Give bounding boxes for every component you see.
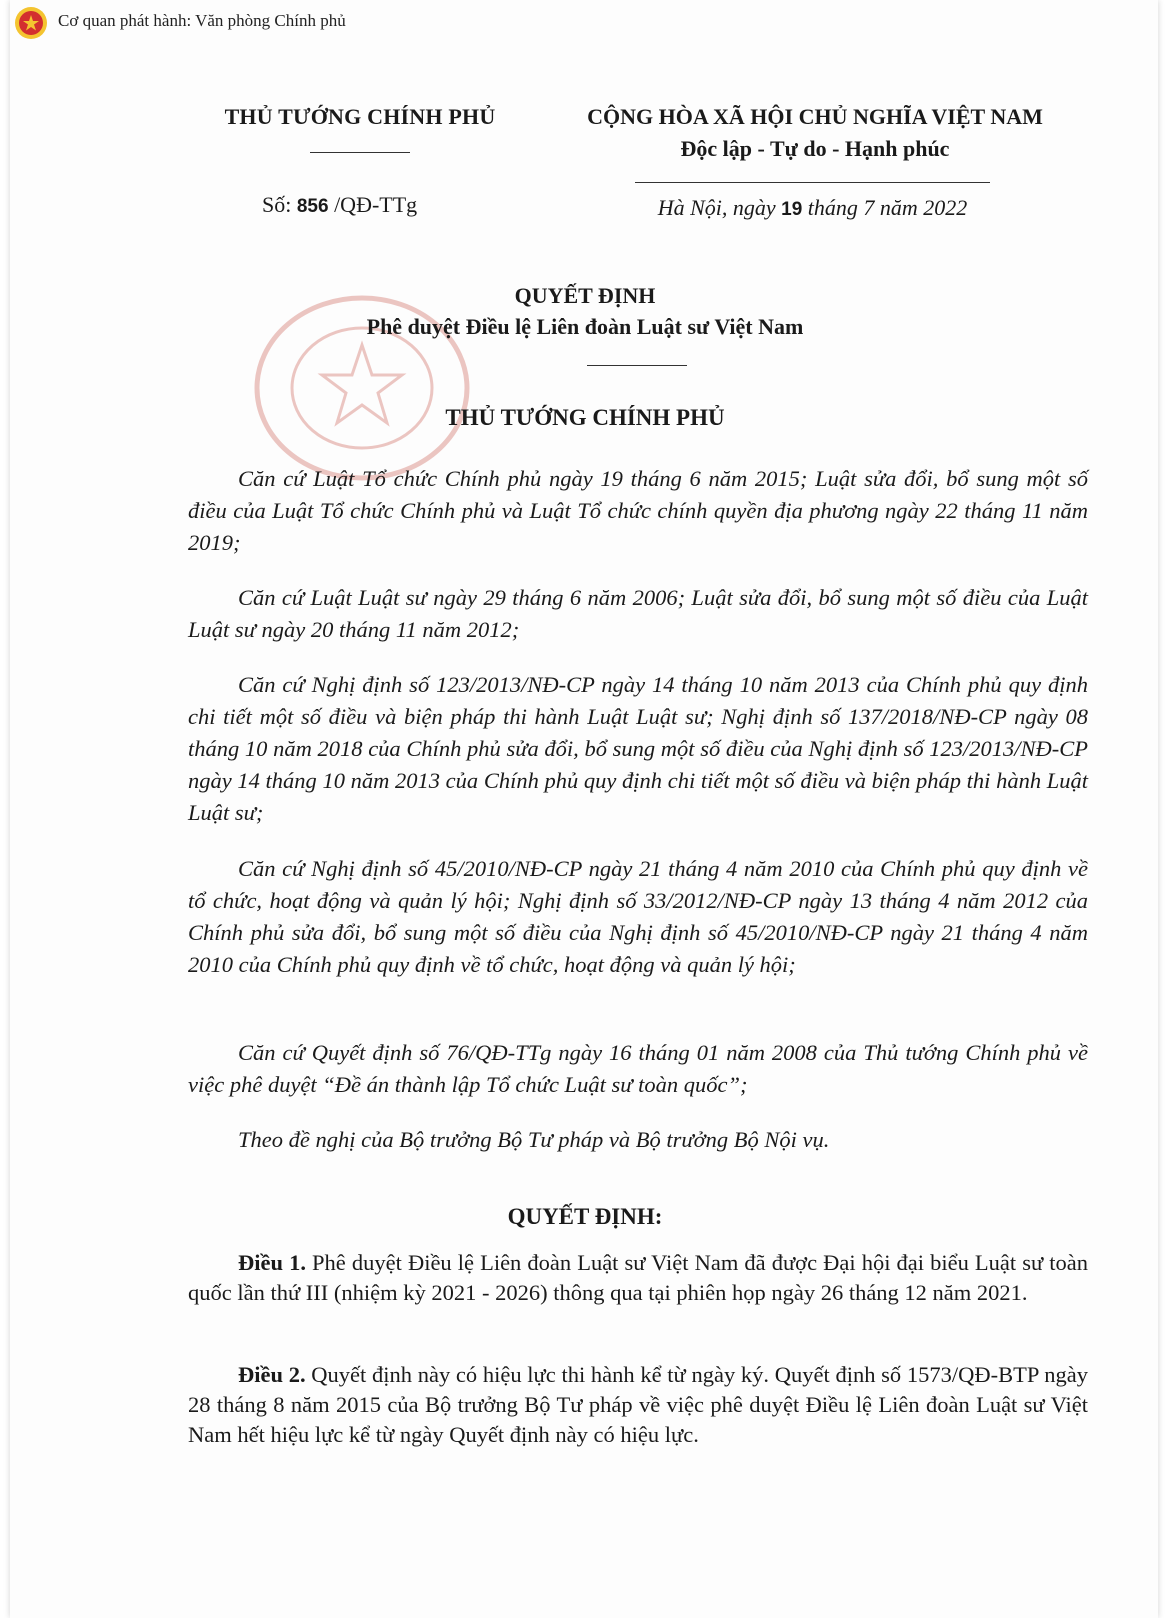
national-motto: Độc lập - Tự do - Hạnh phúc — [680, 136, 950, 161]
preamble-paragraph — [188, 1124, 1088, 1156]
date-suffix: tháng 7 năm 2022 — [807, 195, 968, 220]
decision-heading: QUYẾT ĐỊNH: — [507, 1204, 663, 1229]
agency-name: THỦ TƯỚNG CHÍNH PHỦ — [224, 104, 496, 129]
national-emblem-icon — [14, 6, 48, 40]
preamble-paragraph — [188, 1037, 1088, 1101]
document-number — [262, 192, 417, 218]
date-day: 19 — [781, 199, 803, 220]
place-and-date — [540, 195, 1085, 221]
article-1-text: Phê duyệt Điều lệ Liên đoàn Luật sư Việt Nam đã được Đại hội đại biểu Luật sư toàn quốc lần thứ III (nhiệm kỳ 2021 - 2026) thông qua tại phiên họp ngày 26 tháng 12 năm 2021. — [188, 1250, 1089, 1305]
article-2-text: Quyết định này có hiệu lực thi hành kể từ ngày ký. Quyết định số 1573/QĐ-BTP ngày 28 tháng 8 năm 2015 của Bộ trưởng Bộ Tư pháp về việc phê duyệt Điều lệ Liên đoàn Luật sư Việt Nam hết hiệu lực kể từ ngày Quyết định này có hiệu lực. — [188, 1362, 1088, 1447]
preamble-text-6: Theo đề nghị của Bộ trưởng Bộ Tư pháp và Bộ trưởng Bộ Nội vụ. — [238, 1127, 830, 1152]
article-2-label: Điều 2. — [238, 1362, 306, 1387]
motto-underline — [635, 182, 990, 183]
doc-no-prefix: Số: — [262, 192, 292, 217]
preamble-text-4: Căn cứ Nghị định số 45/2010/NĐ-CP ngày 21 tháng 4 năm 2010 của Chính phủ quy định về tổ chức, hoạt động và quản lý hội; Nghị định số 33/2012/NĐ-CP ngày 13 tháng 4 năm 2012 của Chính phủ sửa đổi, bổ sung một số điều của Nghị định số 45/2010/NĐ-CP ngày 21 tháng 4 năm 2010 của Chính phủ quy định về tổ chức, hoạt động và quản lý hội; — [188, 856, 1088, 977]
article-1 — [188, 1248, 1088, 1308]
issuer-label: Cơ quan phát hành: Văn phòng Chính phủ — [58, 11, 346, 30]
preamble-text-5: Căn cứ Quyết định số 76/QĐ-TTg ngày 16 tháng 01 năm 2008 của Thủ tướng Chính phủ về việc phê duyệt “Đề án thành lập Tổ chức Luật sư toàn quốc”; — [188, 1040, 1088, 1097]
preamble-text-1: Căn cứ Luật Tổ chức Chính phủ ngày 19 tháng 6 năm 2015; Luật sửa đổi, bổ sung một số điều của Luật Tổ chức Chính phủ và Luật Tổ chức chính quyền địa phương ngày 22 tháng 11 năm 2019; — [188, 466, 1088, 555]
agency-underline — [310, 152, 410, 153]
article-1-label: Điều 1. — [238, 1250, 306, 1275]
country-name: CỘNG HÒA XÃ HỘI CHỦ NGHĨA VIỆT NAM — [587, 104, 1043, 129]
document-type: QUYẾT ĐỊNH — [514, 283, 656, 308]
issuing-authority: THỦ TƯỚNG CHÍNH PHỦ — [445, 405, 725, 430]
preamble-paragraph — [188, 582, 1088, 646]
preamble-text-2: Căn cứ Luật Luật sư ngày 29 tháng 6 năm 2006; Luật sửa đổi, bổ sung một số điều của Luật Luật sư ngày 20 tháng 11 năm 2012; — [188, 585, 1088, 642]
national-header — [540, 104, 1090, 162]
issuer-bar — [0, 0, 1170, 44]
article-2 — [188, 1360, 1088, 1450]
preamble-paragraph — [188, 853, 1088, 981]
document-subject: Phê duyệt Điều lệ Liên đoàn Luật sư Việt Nam — [366, 314, 804, 339]
date-prefix: Hà Nội, ngày — [657, 195, 776, 220]
doc-no-value: 856 — [296, 196, 329, 217]
doc-no-suffix: /QĐ-TTg — [334, 192, 418, 217]
preamble-paragraph — [188, 463, 1088, 559]
preamble-paragraph — [188, 669, 1088, 829]
preamble-text-3: Căn cứ Nghị định số 123/2013/NĐ-CP ngày 14 tháng 10 năm 2013 của Chính phủ quy định chi tiết một số điều và biện pháp thi hành Luật Luật sư; Nghị định số 137/2018/NĐ-CP ngày 08 tháng 10 năm 2018 của Chính phủ sửa đổi, bổ sung một số điều của Nghị định số 123/2013/NĐ-CP ngày 14 tháng 10 năm 2013 của Chính phủ quy định chi tiết một số điều và biện pháp thi hành Luật Luật sư; — [188, 672, 1088, 825]
title-underline — [587, 365, 687, 366]
